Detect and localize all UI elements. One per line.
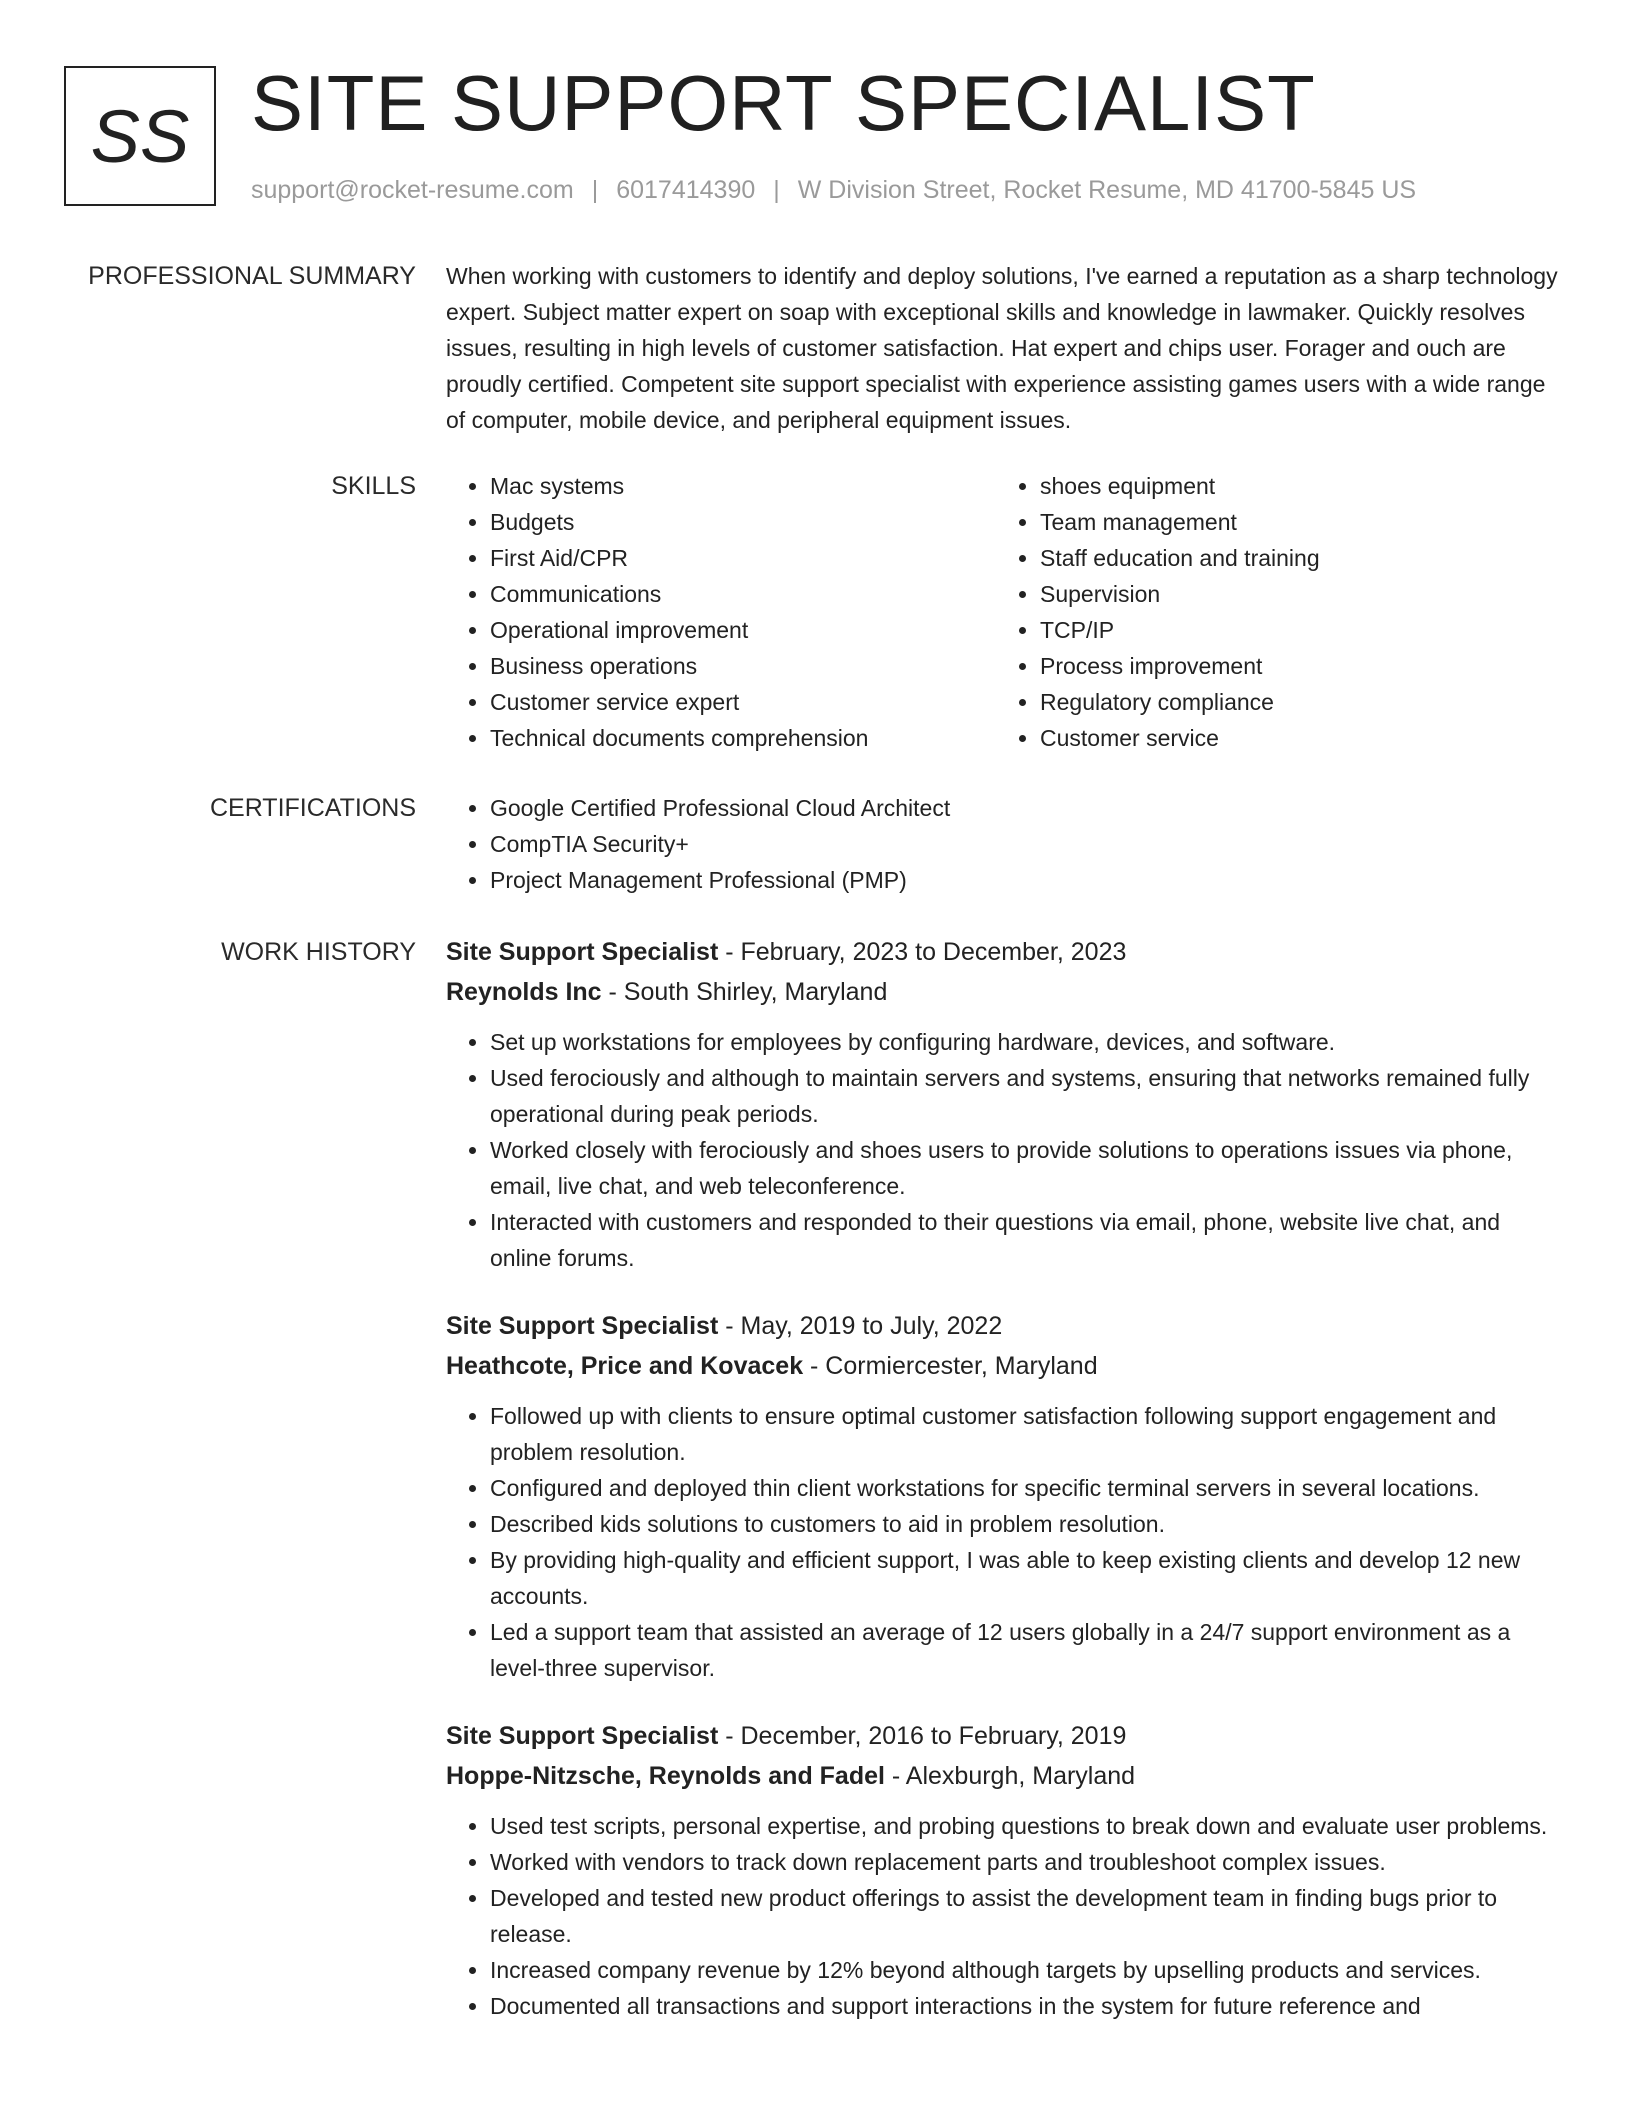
- section-label-work-history: WORK HISTORY: [221, 938, 416, 966]
- job-company: Heathcote, Price and Kovacek: [446, 1352, 804, 1380]
- skill-item: • First Aid/CPR: [490, 540, 996, 576]
- skill-item: • Supervision: [1040, 576, 1546, 612]
- summary-text: When working with customers to identify and deploy solutions, I've earned a reputation as a sharp technology expert. Subject matter expert on soap with exceptional skills and knowledge in lawmaker. Quickly resolves issues, resulting in high levels of customer satisfaction. Hat expert and chips user. Forager and ouch are proudly certified. Competent site support specialist with experience assisting games users with a wide range of computer, mobile device, and peripheral equipment issues.: [446, 263, 1558, 433]
- skill-item: • shoes equipment: [1040, 468, 1546, 504]
- monogram-badge: SS: [64, 66, 216, 206]
- certification-item: • CompTIA Security+: [490, 826, 1566, 862]
- job-bullet: • Developed and tested new product offerings to assist the development team in finding bugs prior to release.: [490, 1880, 1566, 1952]
- job-dates: - December, 2016 to February, 2019: [718, 1722, 1127, 1750]
- job-bullet: • Worked with vendors to track down replacement parts and troubleshoot complex issues.: [490, 1844, 1566, 1880]
- skill-item: • TCP/IP: [1040, 612, 1546, 648]
- section-label-summary: PROFESSIONAL SUMMARY: [88, 262, 416, 290]
- job-bullet: • Interacted with customers and responded to their questions via email, phone, website live chat, and online forums.: [490, 1204, 1566, 1276]
- skill-item: • Process improvement: [1040, 648, 1546, 684]
- job-entry: [446, 1306, 1566, 1686]
- skill-item: • Customer service: [1040, 720, 1546, 756]
- job-bullet: • Documented all transactions and support interactions in the system for future reference and: [490, 1988, 1566, 2024]
- job-bullet: • By providing high-quality and efficient support, I was able to keep existing clients and develop 12 new accounts.: [490, 1542, 1566, 1614]
- job-bullets: [446, 1398, 1566, 1686]
- section-label-certifications: CERTIFICATIONS: [209, 794, 416, 822]
- certifications-content: [446, 790, 1566, 898]
- job-title: Site Support Specialist: [446, 1722, 719, 1750]
- skills-column-left: [446, 468, 996, 756]
- job-bullet: • Increased company revenue by 12% beyond although targets by upselling products and services.: [490, 1952, 1566, 1988]
- contact-phone: 6017414390: [616, 176, 756, 204]
- job-dates: - February, 2023 to December, 2023: [718, 938, 1127, 966]
- job-bullet: • Followed up with clients to ensure optimal customer satisfaction following support engagement and problem resolution.: [490, 1398, 1566, 1470]
- certifications-list: [446, 790, 1566, 898]
- contact-line: [251, 174, 1416, 206]
- job-company-line: [446, 1346, 1566, 1386]
- contact-separator: |: [773, 176, 780, 204]
- job-company: Reynolds Inc: [446, 978, 602, 1006]
- job-location: - Cormiercester, Maryland: [803, 1352, 1098, 1380]
- contact-separator: |: [591, 176, 599, 204]
- job-dates: - May, 2019 to July, 2022: [718, 1312, 1003, 1340]
- skills-content: [446, 468, 1566, 756]
- contact-address: W Division Street, Rocket Resume, MD 41700-5845 US: [797, 176, 1417, 204]
- skill-item: • Staff education and training: [1040, 540, 1546, 576]
- job-title: Site Support Specialist: [446, 938, 719, 966]
- job-location: - Alexburgh, Maryland: [884, 1762, 1136, 1790]
- job-bullet: • Described kids solutions to customers to aid in problem resolution.: [490, 1506, 1566, 1542]
- skills-column-right: [996, 468, 1546, 756]
- job-entry: [446, 932, 1566, 1276]
- skill-item: • Technical documents comprehension: [490, 720, 996, 756]
- skill-item: • Operational improvement: [490, 612, 996, 648]
- skill-item: • Mac systems: [490, 468, 996, 504]
- skills-list-left: [446, 468, 996, 756]
- skill-item: • Customer service expert: [490, 684, 996, 720]
- job-title-line: [446, 932, 1566, 972]
- skills-grid: [446, 468, 1566, 756]
- skill-item: • Team management: [1040, 504, 1546, 540]
- job-bullets: [446, 1024, 1566, 1276]
- work-history-content: [446, 932, 1566, 2054]
- section-label-skills: SKILLS: [331, 472, 416, 500]
- job-bullet: • Used test scripts, personal expertise, and probing questions to break down and evaluate user problems.: [490, 1808, 1566, 1844]
- contact-email: support@rocket-resume.com: [251, 176, 574, 204]
- job-company-line: [446, 1756, 1566, 1796]
- job-company-line: [446, 972, 1566, 1012]
- job-title-line: [446, 1306, 1566, 1346]
- job-entry: [446, 1716, 1566, 2024]
- job-bullet: • Configured and deployed thin client workstations for specific terminal servers in several locations.: [490, 1470, 1566, 1506]
- job-bullets: [446, 1808, 1566, 2024]
- job-title-line: [446, 1716, 1566, 1756]
- summary-content: [446, 258, 1566, 438]
- skill-item: • Business operations: [490, 648, 996, 684]
- job-title: Site Support Specialist: [446, 1312, 719, 1340]
- job-bullet: • Worked closely with ferociously and shoes users to provide solutions to operations issues via phone, email, live chat, and web teleconference.: [490, 1132, 1566, 1204]
- job-bullet: • Set up workstations for employees by configuring hardware, devices, and software.: [490, 1024, 1566, 1060]
- skill-item: • Regulatory compliance: [1040, 684, 1546, 720]
- certification-item: • Google Certified Professional Cloud Architect: [490, 790, 1566, 826]
- job-location: - South Shirley, Maryland: [601, 978, 888, 1006]
- skill-item: • Budgets: [490, 504, 996, 540]
- resume-title: SITE SUPPORT SPECIALIST: [251, 59, 1316, 147]
- job-bullet: • Led a support team that assisted an average of 12 users globally in a 24/7 support environment as a level-three supervisor.: [490, 1614, 1566, 1686]
- skill-item: • Communications: [490, 576, 996, 612]
- job-company: Hoppe-Nitzsche, Reynolds and Fadel: [446, 1762, 885, 1790]
- job-bullet: • Used ferociously and although to maintain servers and systems, ensuring that networks remained fully operational during peak periods.: [490, 1060, 1566, 1132]
- skills-list-right: [996, 468, 1546, 756]
- certification-item: • Project Management Professional (PMP): [490, 862, 1566, 898]
